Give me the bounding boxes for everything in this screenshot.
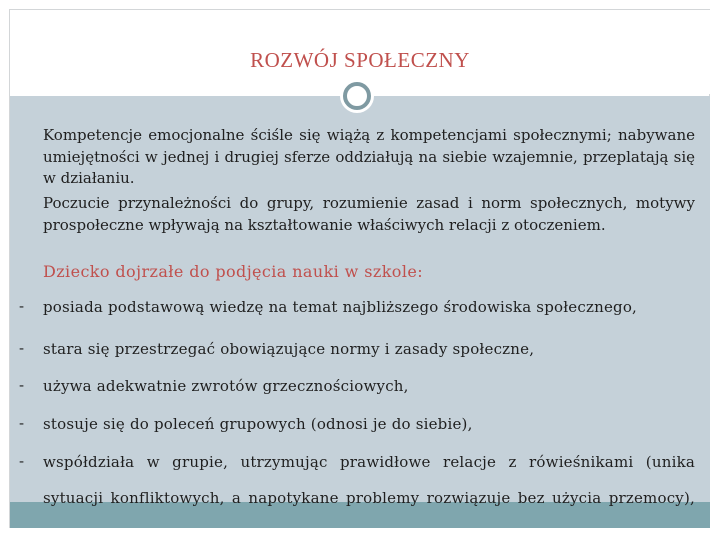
- bullet-dash: -: [19, 376, 25, 394]
- bullet-dash: -: [19, 452, 25, 470]
- paragraph-2: Poczucie przynależności do grupy, rozumienie zasad i norm społecznych, motywy prospołeczne wpływają na kształtowanie właściwych relacji z otoczeniem.: [43, 194, 695, 234]
- circle-ornament-ring: [343, 82, 371, 110]
- list-item-text: stosuje się do poleceń grupowych (odnosi je do siebie),: [43, 415, 473, 433]
- subheading: Dziecko dojrzałe do podjęcia nauki w szkole:: [43, 262, 423, 281]
- list-item-text: stara się przestrzegać obowiązujące normy i zasady społeczne,: [43, 340, 535, 358]
- bullet-dash: -: [19, 339, 25, 357]
- slide-title: ROZWÓJ SPOŁECZNY: [250, 48, 470, 72]
- bullet-dash: -: [19, 414, 25, 432]
- list-item-text: posiada podstawową wiedzę na temat najbliższego środowiska społecznego,: [43, 298, 638, 316]
- paragraph-1: Kompetencje emocjonalne ściśle się wiążą z kompetencjami społecznymi; nabywane umiejętności w jednej i drugiej sferze oddziałują na siebie wzajemnie, przeplatają się w działaniu.: [43, 126, 695, 187]
- list-item-text: używa adekwatnie zwrotów grzecznościowych,: [43, 377, 409, 395]
- list-item-text: współdziała w grupie, utrzymując prawidłowe relacje z rówieśnikami (unika sytuacji konfliktowych, a napotykane problemy rozwiązuje bez użycia przemocy),: [43, 453, 695, 507]
- bullet-dash: -: [19, 297, 25, 315]
